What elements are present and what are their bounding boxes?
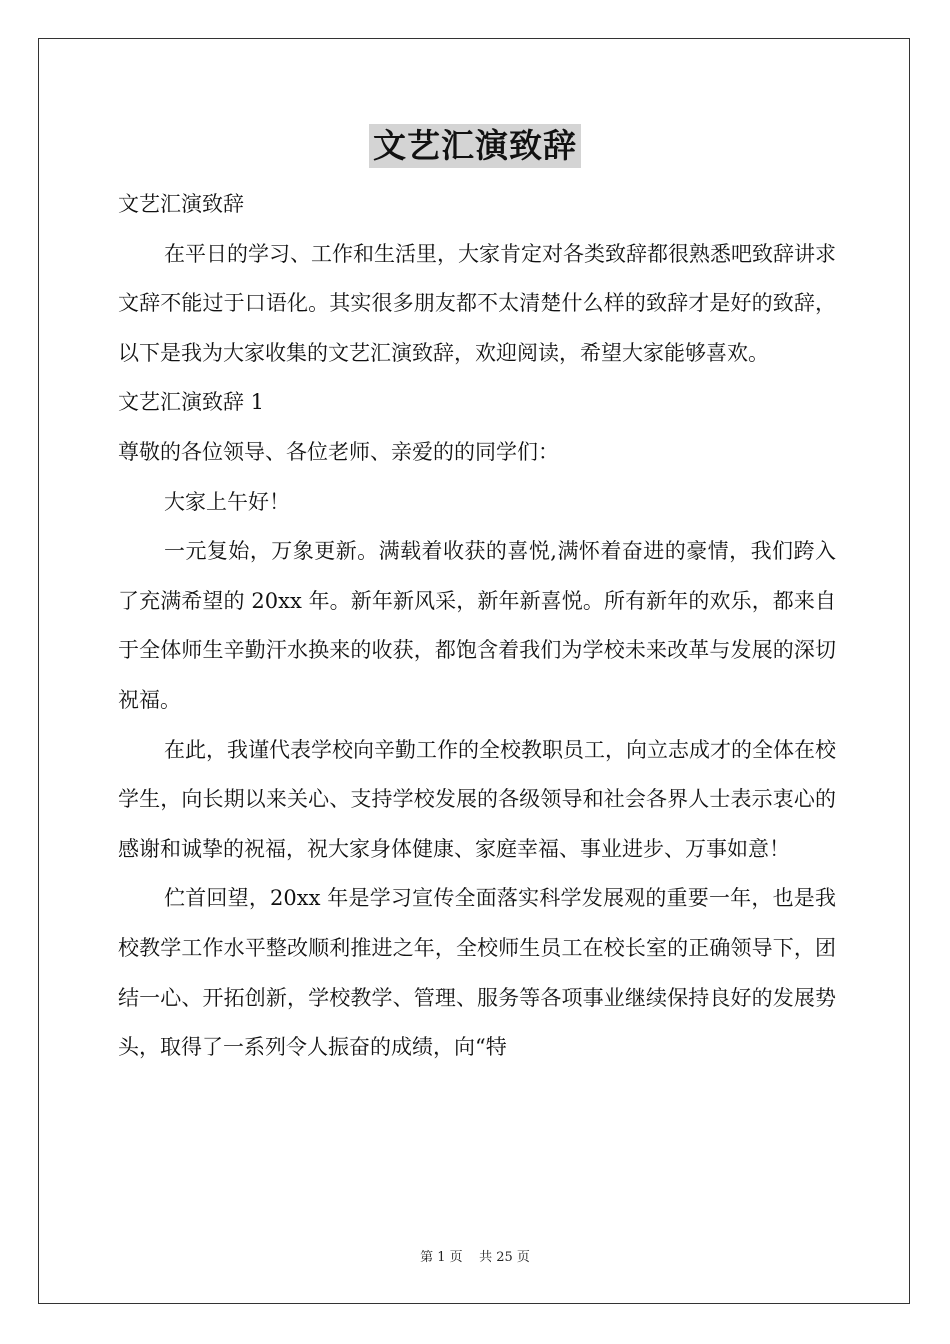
paragraph: 在此，我谨代表学校向辛勤工作的全校教职员工，向立志成才的全体在校学生，向长期以来关心、支持学校发展的各级领导和社会各界人士表示衷心的感谢和诚挚的祝福，祝大家身体健康、家庭幸福、事业进步、万事如意！	[118, 737, 836, 861]
greeting: 大家上午好！	[164, 489, 290, 514]
paragraph: 文艺汇演致辞	[118, 192, 244, 216]
section-heading: 文艺汇演致辞 1	[118, 390, 265, 415]
document-body	[118, 180, 836, 1073]
salutation: 尊敬的各位领导、各位老师、亲爱的的同学们：	[118, 439, 559, 464]
document-title: 文艺汇演致辞	[369, 124, 581, 168]
paragraph: 一元复始，万象更新。满载着收获的喜悦,满怀着奋进的豪情，我们跨入了充满希望的 20xx 年。新年新风采，新年新喜悦。所有新年的欢乐，都来自于全体师生辛勤汗水换来的收获，都饱含着我们为学校未来改革与发展的深切祝福。	[118, 539, 836, 712]
title-container	[0, 124, 950, 168]
paragraph: 伫首回望，20xx 年是学习宣传全面落实科学发展观的重要一年，也是我校教学工作水平整改顺利推进之年，全校师生员工在校长室的正确领导下，团结一心、开拓创新，学校教学、管理、服务等各项事业继续保持良好的发展势头，取得了一系列令人振奋的成绩，向“特	[118, 886, 836, 1060]
page-number: 第 1 页 共 25 页	[420, 1250, 530, 1265]
paragraph: 在平日的学习、工作和生活里，大家肯定对各类致辞都很熟悉吧致辞讲求文辞不能过于口语化。其实很多朋友都不太清楚什么样的致辞才是好的致辞，以下是我为大家收集的文艺汇演致辞，欢迎阅读，希望大家能够喜欢。	[118, 241, 836, 365]
page-footer	[0, 1246, 950, 1265]
